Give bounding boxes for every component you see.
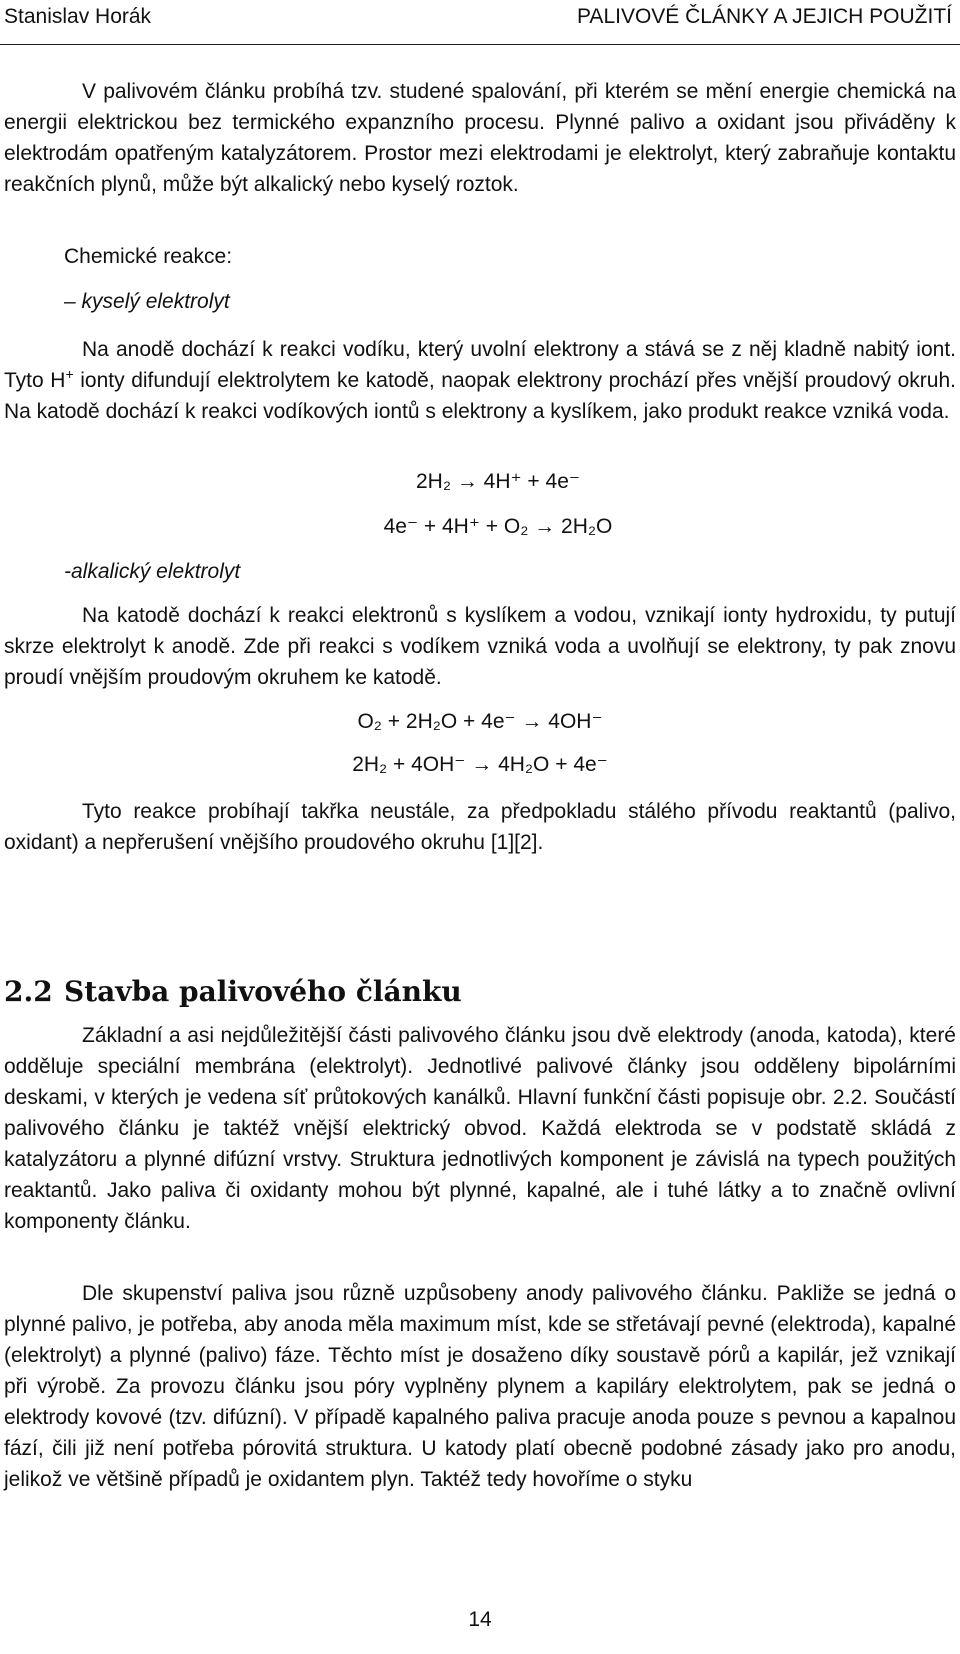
acid-equation-2: 4e⁻ + 4H⁺ + O₂ → 2H₂O [383,515,613,538]
section-title: Stavba palivového článku [64,975,462,1008]
h-ion-charge: + [65,366,74,382]
structure-paragraph-2: Dle skupenství paliva jsou různě uzpůsobeny anody palivového článku. Pakliže se jedná o plynné palivo, je potřeba, aby anoda měla maximum míst, kde se střetávají pevné (elektroda), kapalné (elektrolyt) a plynné (palivo) fáze. Těchto míst je dosaženo díky soustavě pórů a kapilár, jež vznikají při výrobě. Za provozu článku jsou póry vyplněny plynem a kapiláry elektrolytem, pak se jedná o elektrody kovové (tzv. difúzní). V případě kapalného paliva pracuje anoda pouze s pevnou a kapalnou fází, čili již není potřeba pórovitá struktura. U katody platí obecně podobné zásady jako pro anodu, jelikož ve většině případů je oxidantem plyn. Taktéž tedy hovoříme o styku [4,1282,956,1491]
chem-reactions-label: Chemické reakce: [64,245,233,268]
alkaline-equation-1: O₂ + 2H₂O + 4e⁻ → 4OH⁻ [357,710,603,733]
alkaline-electrolyte-paragraph: Na katodě dochází k reakci elektronů s kyslíkem a vodou, vznikají ionty hydroxidu, ty putují skrze elektrolyt k anodě. Zde při reakci s vodíkem vzniká voda a uvolňují se elektrony, ty pak znovu proudí vnějším proudovým okruhem ke katodě. [4,604,956,689]
acid-electrolyte-label: – kyselý elektrolyt [64,290,230,313]
page-header [0,0,960,45]
header-author: Stanislav Horák [4,5,152,28]
acid-electrolyte-paragraph: Na anodě dochází k reakci vodíku, který uvolní elektrony a stává se z něj kladně nabitý iont. Tyto H+ ionty difundují elektrolytem ke katodě, naopak elektrony prochází přes vnější proudový okruh. Na katodě dochází k reakci vodíkových iontů s elektrony a kyslíkem, jako produkt reakce vzniká voda. [4,338,956,423]
section-number: 2.2 [4,975,53,1008]
intro-paragraph: V palivovém článku probíhá tzv. studené spalování, při kterém se mění energie chemická na energii elektrickou bez termického expanzního procesu. Plynné palivo a oxidant jsou přiváděny k elektrodám opatřeným katalyzátorem. Prostor mezi elektrodami je elektrolyt, který zabraňuje kontaktu reakčních plynů, může být alkalický nebo kyselý roztok. [4,80,956,196]
alkaline-equation-2: 2H₂ + 4OH⁻ → 4H₂O + 4e⁻ [352,753,608,776]
acid-equation-1: 2H₂ → 4H⁺ + 4e⁻ [416,470,580,493]
alkaline-electrolyte-label: -alkalický elektrolyt [64,560,241,583]
structure-paragraph-1: Základní a asi nejdůležitější části palivového článku jsou dvě elektrody (anoda, katoda), které odděluje speciální membrána (elektrolyt). Jednotlivé palivové články jsou odděleny bipolárními deskami, v kterých je vedena síť průtokových kanálků. Hlavní funkční části popisuje obr. 2.2. Součástí palivového článku je taktéž vnější elektrický obvod. Každá elektroda se v podstatě skládá z katalyzátoru a plynné difúzní vrstvy. Struktura jednotlivých komponent je závislá na typech použitých reaktantů. Jako paliva či oxidanty mohou být plynné, kapalné, ale i tuhé látky a to značně ovlivní komponenty článku. [4,1024,956,1233]
section-heading [4,972,462,1012]
page-number: 14 [468,1608,492,1631]
summary-paragraph: Tyto reakce probíhají takřka neustále, za předpokladu stálého přívodu reaktantů (palivo, oxidant) a nepřerušení vnějšího proudového okruhu [1][2]. [4,800,956,854]
header-title: PALIVOVÉ ČLÁNKY A JEJICH POUŽITÍ [576,5,952,28]
